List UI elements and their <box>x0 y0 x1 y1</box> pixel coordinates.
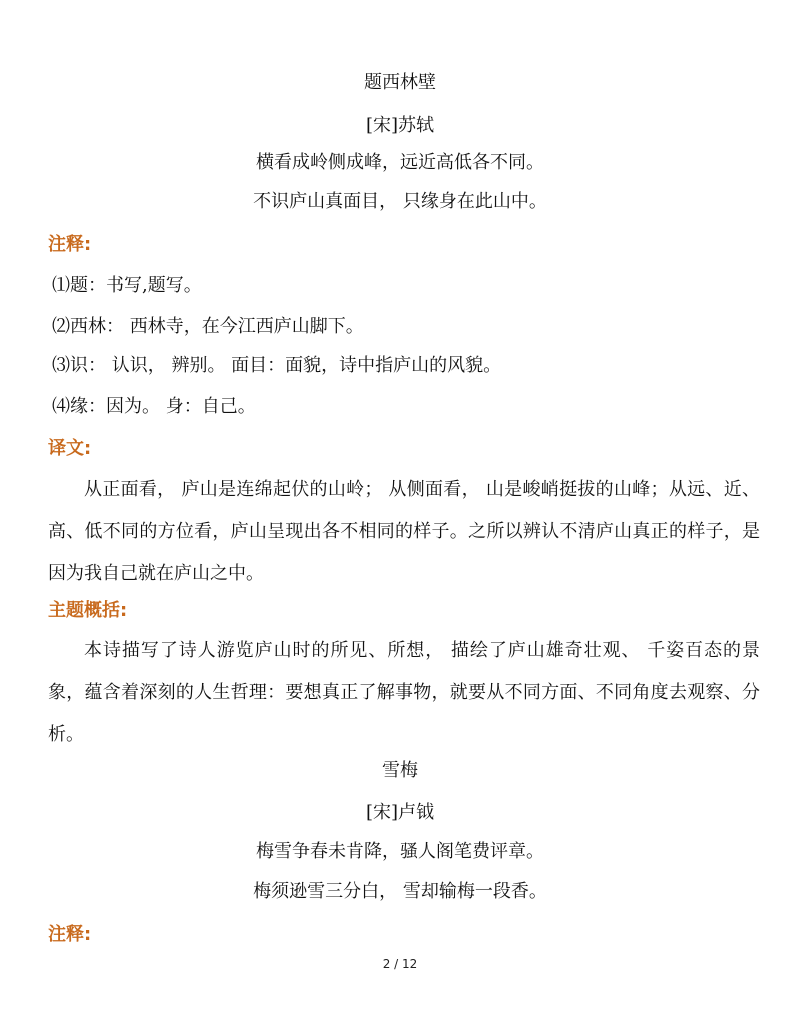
poem2-title: 雪梅 <box>382 760 418 781</box>
poem2-line-1: 梅雪争春未肯降，骚人阁笔费评章。 <box>256 841 544 862</box>
poem1-line-2: 不识庐山真面目， 只缘身在此山中。 <box>253 191 547 212</box>
poem1-title: 题西林壁 <box>364 72 436 93</box>
poem1-note-3: ⑶识： 认识， 辨别。 面目：面貌，诗中指庐山的风貌。 <box>52 355 502 376</box>
poem1-line-1: 横看成岭侧成峰，远近高低各不同。 <box>256 152 544 173</box>
poem1-notes-heading: 注释: <box>48 234 92 255</box>
poem1-theme-heading: 主题概括: <box>48 600 128 621</box>
poem2-notes-heading: 注释: <box>48 924 92 945</box>
poem2-author: [宋]卢钺 <box>365 802 435 823</box>
poem1-note-1: ⑴题：书写,题写。 <box>52 275 202 296</box>
poem1-translation-text: 从正面看， 庐山是连绵起伏的山岭； 从侧面看， 山是峻峭挺拔的山峰；从远、近、高、低不同的方位看，庐山呈现出各不相同的样子。之所以辨认不清庐山真正的样子，是因为我自己就在庐山之中。 <box>48 479 760 584</box>
poem2-line-2: 梅须逊雪三分白， 雪却输梅一段香。 <box>253 881 547 902</box>
poem1-theme-text: 本诗描写了诗人游览庐山时的所见、所想， 描绘了庐山雄奇壮观、 千姿百态的景象，蕴含着深刻的人生哲理：要想真正了解事物，就要从不同方面、不同角度去观察、分析。 <box>48 640 760 745</box>
poem1-note-4: ⑷缘：因为。 身：自己。 <box>52 396 256 417</box>
page-number: 2 / 12 <box>382 957 418 971</box>
poem1-translation-heading: 译文: <box>48 438 92 459</box>
poem1-note-2: ⑵西林： 西林寺，在今江西庐山脚下。 <box>52 316 364 337</box>
poem1-author: [宋]苏轼 <box>365 115 435 136</box>
